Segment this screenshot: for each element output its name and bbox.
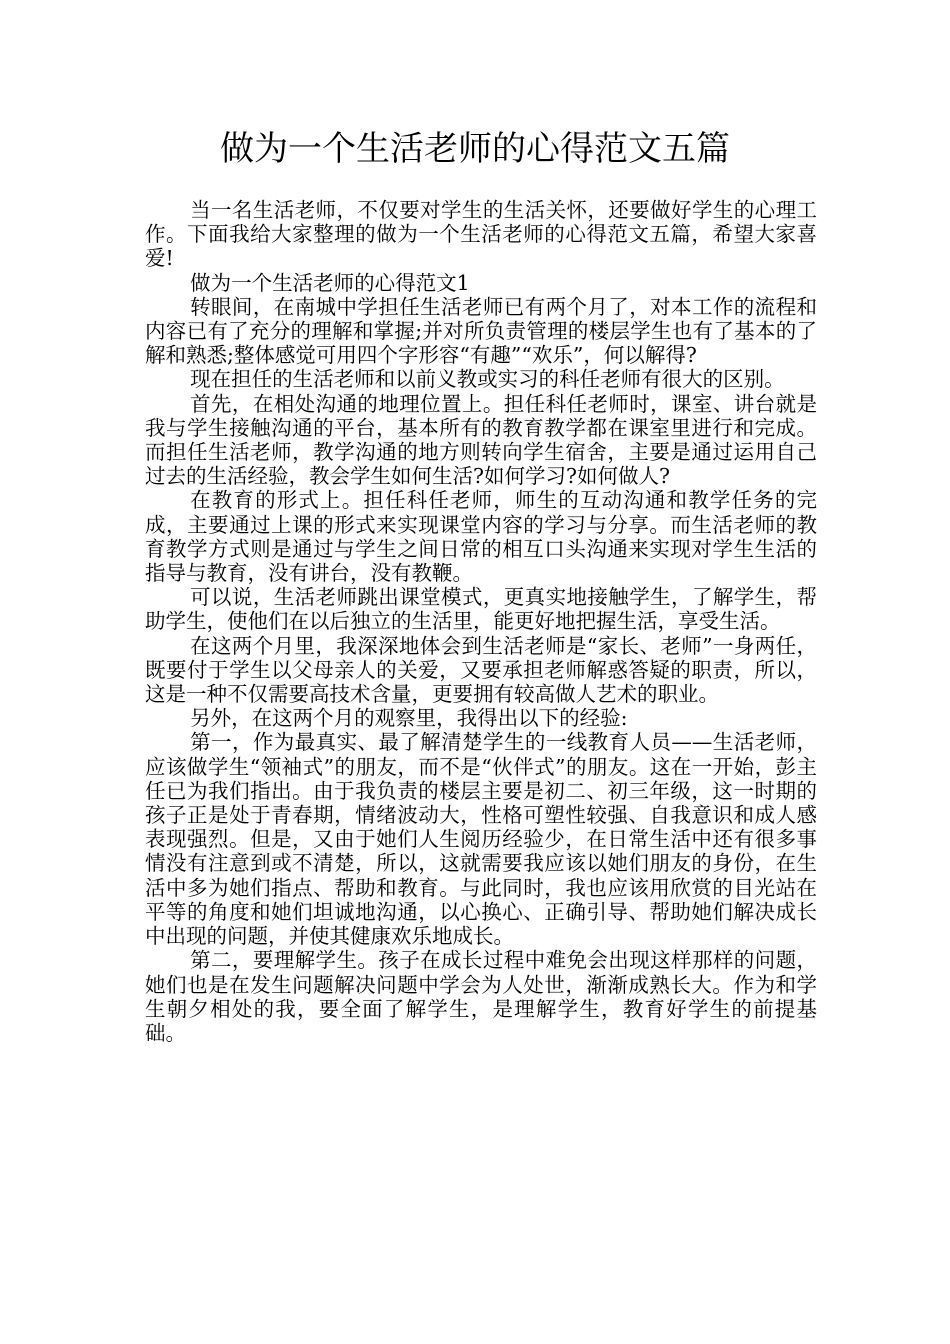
document-body: [145, 198, 817, 1045]
body-paragraph: 可以说，生活老师跳出课堂模式，更真实地接触学生，了解学生，帮助学生，使他们在以后独立的生活里，能更好地把握生活，享受生活。: [145, 585, 817, 634]
body-paragraph: 现在担任的生活老师和以前义教或实习的科任老师有很大的区别。: [190, 367, 785, 392]
section-heading: 做为一个生活老师的心得范文1: [190, 270, 470, 295]
body-paragraph: 在教育的形式上。担任科任老师，师生的互动沟通和教学任务的完成，主要通过上课的形式来实现课堂内容的学习与分享。而生活老师的教育教学方式则是通过与学生之间日常的相互口头沟通来实现对学生生活的指导与教育，没有讲台，没有教鞭。: [145, 488, 817, 586]
body-paragraph: 转眼间，在南城中学担任生活老师已有两个月了，对本工作的流程和内容已有了充分的理解和掌握;并对所负责管理的楼层学生也有了基本的了解和熟悉;整体感觉可用四个字形容“有趣”“欢乐”，何以解得?: [145, 294, 817, 368]
body-paragraph: 首先，在相处沟通的地理位置上。担任科任老师时，课室、讲台就是我与学生接触沟通的平台，基本所有的教育教学都在课室里进行和完成。而担任生活老师，教学沟通的地方则转向学生宿舍，主要是通过运用自己过去的生活经验，教会学生如何生活?如何学习?如何做人?: [145, 391, 817, 489]
body-paragraph: 另外，在这两个月的观察里，我得出以下的经验:: [190, 706, 628, 731]
body-paragraph: 第一，作为最真实、最了解清楚学生的一线教育人员——生活老师，应该做学生“领袖式”的朋友，而不是“伙伴式”的朋友。这在一开始，彭主任已为我们指出。由于我负责的楼层主要是初二、初三年级，这一时期的孩子正是处于青春期，情绪波动大，性格可塑性较强、自我意识和成人感表现强烈。但是，又由于她们人生阅历经验少，在日常生活中还有很多事情没有注意到或不清楚，所以，这就需要我应该以她们朋友的身份，在生活中多为她们指点、帮助和教育。与此同时，我也应该用欣赏的目光站在平等的角度和她们坦诚地沟通，以心换心、正确引导、帮助她们解决成长中出现的问题，并使其健康欢乐地成长。: [145, 730, 817, 949]
body-paragraph: 第二，要理解学生。孩子在成长过程中难免会出现这样那样的问题，她们也是在发生问题解决问题中学会为人处世，渐渐成熟长大。作为和学生朝夕相处的我，要全面了解学生，是理解学生，教育好学生的前提基础。: [145, 948, 817, 1045]
document-title: 做为一个生活老师的心得范文五篇: [220, 129, 730, 169]
body-paragraph: 在这两个月里，我深深地体会到生活老师是“家长、老师”一身两任，既要付于学生以父母亲人的关爱，又要承担老师解惑答疑的职责，所以，这是一种不仅需要高技术含量，更要拥有较高做人艺术的职业。: [145, 633, 817, 707]
intro-paragraph: 当一名生活老师，不仅要对学生的生活关怀，还要做好学生的心理工作。下面我给大家整理的做为一个生活老师的心得范文五篇，希望大家喜爱!: [145, 198, 817, 271]
